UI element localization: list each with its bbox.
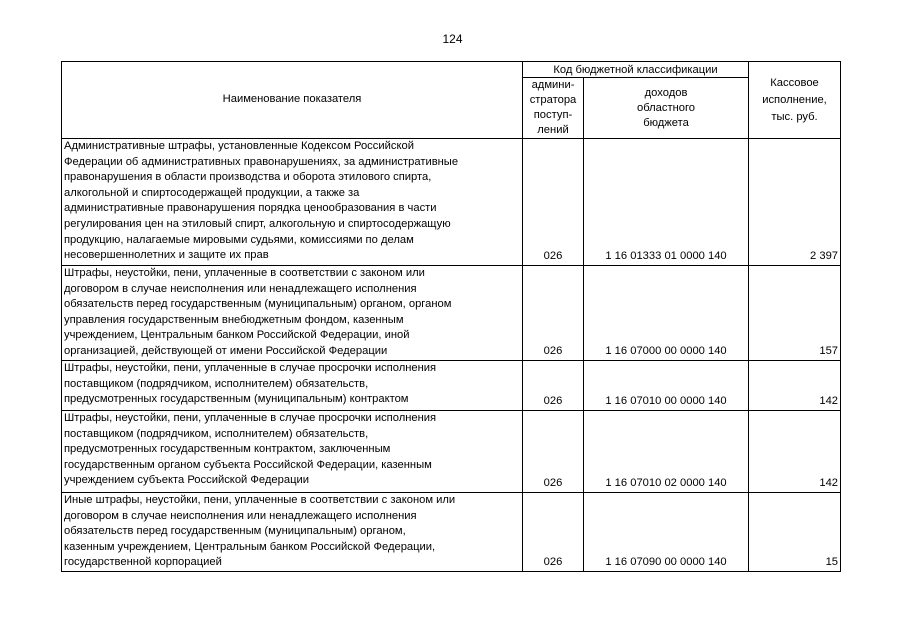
text-line: Штрафы, неустойки, пени, уплаченные в случае просрочки исполнения	[64, 362, 437, 374]
text-line: лений	[537, 124, 569, 136]
table-row	[62, 139, 841, 266]
text-line: доходов	[644, 86, 688, 99]
income-code-cell: 1 16 07090 00 0000 140	[584, 493, 749, 572]
header-indicator-name: Наименование показателя	[62, 62, 523, 139]
indicator-name-cell	[62, 411, 523, 493]
text-line: Штрафы, неустойки, пени, уплаченные в случае просрочки исполнения	[64, 412, 437, 424]
indicator-name-cell	[62, 266, 523, 361]
text-line: тыс. руб.	[771, 110, 818, 123]
budget-execution-table	[61, 61, 841, 572]
text-line: предусмотренных государственным контрактом, заключенным	[64, 443, 391, 456]
text-line: учреждением, Центральным банком Российской Федерации, иной	[64, 329, 410, 342]
cash-execution-amount-cell: 15	[749, 493, 841, 572]
table-row	[62, 411, 841, 493]
text-line: Штрафы, неустойки, пени, уплаченные в соответствии с законом или	[64, 267, 425, 279]
table-row	[62, 493, 841, 572]
text-line: Иные штрафы, неустойки, пени, уплаченные в соответствии с законом или	[64, 494, 456, 506]
table-row	[62, 361, 841, 411]
text-line: продукцию, налагаемые мировыми судьями, комиссиями по делам	[64, 233, 414, 246]
indicator-name-cell	[62, 139, 523, 266]
text-line: Административные штрафы, установленные Кодексом Российской	[64, 140, 414, 152]
text-line: Федерации об административных правонарушениях, за административные	[64, 155, 459, 168]
header-regional-budget-income	[584, 78, 749, 139]
text-line: организацией, действующей от имени Российской Федерации	[64, 344, 388, 357]
header-revenue-administrator	[523, 78, 584, 139]
text-line: предусмотренных государственным (муниципальным) контрактом	[64, 393, 409, 406]
text-line: государственным органом субъекта Российской Федерации, казенным	[64, 458, 432, 471]
income-code-cell: 1 16 01333 01 0000 140	[584, 139, 749, 266]
table-row	[62, 266, 841, 361]
text-line: правонарушения в области производства и оборота этилового спирта,	[64, 171, 432, 184]
cash-execution-amount-cell: 142	[749, 411, 841, 493]
text-line: поступ-	[533, 109, 573, 121]
text-line: областного	[636, 101, 696, 114]
text-line: Кассовое	[770, 76, 819, 89]
text-line: бюджета	[643, 116, 689, 129]
text-line: регулирования цен на этиловый спирт, алкогольную и спиртосодержащую	[64, 217, 451, 230]
text-line: алкогольной и спиртосодержащей продукции, а также за	[64, 186, 360, 199]
income-code-cell: 1 16 07010 02 0000 140	[584, 411, 749, 493]
text-line: административные правонарушения порядка ценообразования в части	[64, 202, 437, 215]
administrator-code-cell: 026	[523, 493, 584, 572]
text-line: стратора	[529, 94, 577, 106]
text-line: учреждением субъекта Российской Федерации	[64, 474, 309, 487]
cash-execution-amount-cell: 2 397	[749, 139, 841, 266]
text-line: поставщиком (подрядчиком, исполнителем) обязательств,	[64, 377, 369, 390]
text-line: исполнение,	[762, 93, 827, 106]
page-number: 124	[442, 32, 463, 46]
header-budget-classification-code: Код бюджетной классификации	[523, 62, 749, 78]
indicator-name-cell	[62, 361, 523, 411]
administrator-code-cell: 026	[523, 139, 584, 266]
table-header	[62, 62, 841, 139]
administrator-code-cell: 026	[523, 266, 584, 361]
indicator-name-cell	[62, 493, 523, 572]
text-line: несовершеннолетних и защите их прав	[64, 249, 269, 262]
cash-execution-amount-cell: 142	[749, 361, 841, 411]
text-line: обязательств перед государственным (муниципальным) органом, органом	[64, 298, 452, 311]
header-cash-execution	[749, 62, 841, 139]
text-line: поставщиком (подрядчиком, исполнителем) обязательств,	[64, 427, 369, 440]
income-code-cell: 1 16 07010 00 0000 140	[584, 361, 749, 411]
administrator-code-cell: 026	[523, 361, 584, 411]
cash-execution-amount-cell: 157	[749, 266, 841, 361]
text-line: договором в случае неисполнения или ненадлежащего исполнения	[64, 509, 417, 522]
text-line: админи-	[531, 79, 575, 91]
text-line: казенным учреждением, Центральным банком Российской Федерации,	[64, 540, 436, 553]
text-line: государственной корпорацией	[64, 556, 222, 569]
text-line: договором в случае неисполнения или ненадлежащего исполнения	[64, 282, 417, 295]
text-line: управления государственным внебюджетным фондом, казенным	[64, 313, 404, 326]
text-line: обязательств перед государственным (муниципальным) органом,	[64, 525, 406, 538]
table-body	[62, 139, 841, 572]
administrator-code-cell: 026	[523, 411, 584, 493]
income-code-cell: 1 16 07000 00 0000 140	[584, 266, 749, 361]
